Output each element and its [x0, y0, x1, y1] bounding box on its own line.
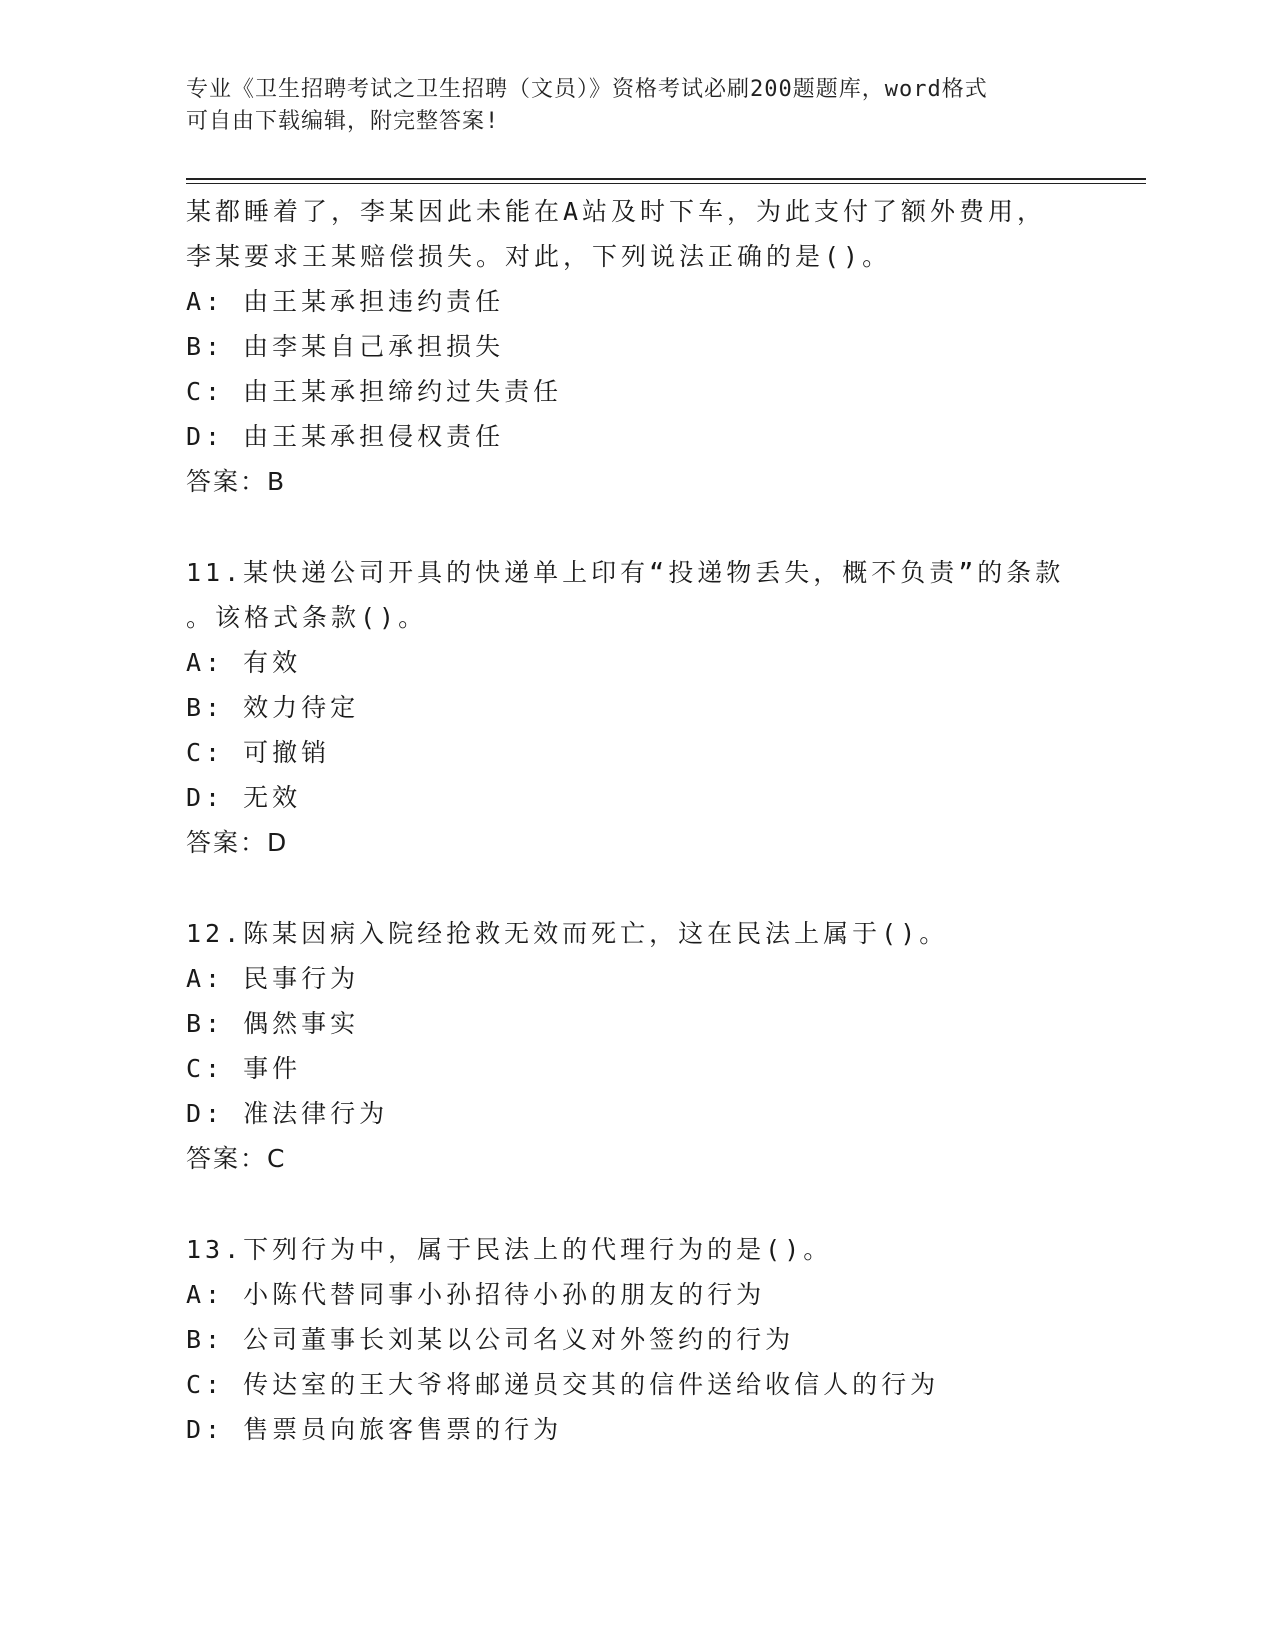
question-block	[186, 550, 1086, 865]
question-spacer	[186, 1181, 1086, 1227]
option-d: D: 准法律行为	[186, 1099, 389, 1128]
question-spacer	[186, 504, 1086, 550]
header-divider-thin	[186, 183, 1146, 184]
option-a: A: 有效	[186, 648, 302, 677]
header-title-line-1: 专业《卫生招聘考试之卫生招聘（文员）》资格考试必刷200题题库，word格式	[186, 77, 988, 102]
question-block	[186, 189, 1086, 504]
option-b: B: 由李某自己承担损失	[186, 332, 505, 361]
question-stem-line: 某都睡着了，李某因此未能在A站及时下车，为此支付了额外费用，	[186, 197, 1047, 226]
question-stem-line: 11.某快递公司开具的快递单上印有“投递物丢失，概不负责”的条款	[186, 558, 1065, 587]
question-block	[186, 1227, 1086, 1452]
header-title-line-2: 可自由下载编辑，附完整答案!	[186, 109, 500, 134]
option-c: C: 由王某承担缔约过失责任	[186, 377, 563, 406]
option-a: A: 由王某承担违约责任	[186, 287, 505, 316]
question-list	[186, 189, 1086, 1452]
question-spacer	[186, 865, 1086, 911]
question-stem-line: 李某要求王某赔偿损失。对此，下列说法正确的是()。	[186, 242, 892, 271]
option-d: D: 售票员向旅客售票的行为	[186, 1415, 563, 1444]
answer-label: 答案：C	[186, 1144, 287, 1173]
option-c: C: 可撤销	[186, 738, 331, 767]
document-header	[186, 74, 1086, 138]
header-divider-thick	[186, 178, 1146, 180]
option-b: B: 偶然事实	[186, 1009, 360, 1038]
option-a: A: 小陈代替同事小孙招待小孙的朋友的行为	[186, 1280, 766, 1309]
question-stem-line: 。该格式条款()。	[186, 603, 428, 632]
option-d: D: 无效	[186, 783, 302, 812]
option-a: A: 民事行为	[186, 964, 360, 993]
question-stem-line: 12.陈某因病入院经抢救无效而死亡，这在民法上属于()。	[186, 919, 949, 948]
question-stem-line: 13.下列行为中，属于民法上的代理行为的是()。	[186, 1235, 833, 1264]
option-d: D: 由王某承担侵权责任	[186, 422, 505, 451]
answer-label: 答案：B	[186, 467, 287, 496]
option-c: C: 事件	[186, 1054, 302, 1083]
option-b: B: 效力待定	[186, 693, 360, 722]
answer-label: 答案：D	[186, 828, 289, 857]
option-c: C: 传达室的王大爷将邮递员交其的信件送给收信人的行为	[186, 1370, 940, 1399]
question-block	[186, 911, 1086, 1181]
option-b: B: 公司董事长刘某以公司名义对外签约的行为	[186, 1325, 795, 1354]
